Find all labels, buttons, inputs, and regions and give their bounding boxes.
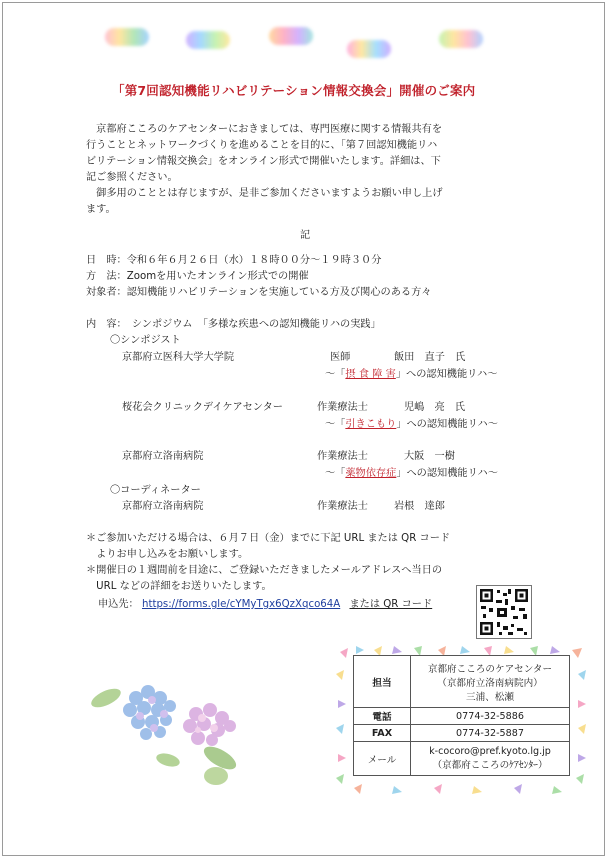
tel-value: 0774-32-5886 (411, 708, 570, 725)
fax-label: FAX (354, 725, 411, 742)
apply-url-link[interactable]: https://forms.gle/cYMyTgx6QzXqco64A (142, 599, 341, 610)
method-label: 方 法： (86, 271, 127, 282)
coordinator-role: 作業療法士 (317, 501, 368, 512)
symposist-topic: ～「引きこもり」への認知機能リハ～ (325, 419, 498, 430)
apply-label: 申込先： (98, 599, 139, 610)
qr-suffix: または QR コード (349, 599, 433, 610)
symposist-org: 桜花会クリニックデイケアセンター (122, 402, 283, 413)
tantou-value: 京都府こころのケアセンター （京都府立洛南病院内） 三浦、松瀬 (411, 656, 570, 708)
hydrangea-illustration (70, 668, 270, 788)
target-value: 認知機能リハビリテーションを実施している方及び関心のある方々 (126, 287, 432, 298)
symposist-name: 児嶋 亮 氏 (404, 402, 466, 413)
tel-label: 電話 (354, 708, 411, 725)
date-value: 令和６年６月２６日（水）１８時００分～１９時３０分 (126, 255, 382, 266)
symposist-topic: ～「薬物依存症」への認知機能リハ～ (325, 468, 498, 479)
symposist-role: 作業療法士 (317, 451, 368, 462)
tantou-label: 担当 (354, 656, 411, 708)
symposist-role: 作業療法士 (317, 402, 368, 413)
mail-value: k-cocoro@pref.kyoto.lg.jp （京都府こころのｹｱｾﾝﾀｰ） (411, 742, 570, 776)
content-label: 内 容： (86, 319, 122, 330)
coordinator-org: 京都府立洛南病院 (122, 501, 204, 512)
contact-table (353, 655, 570, 776)
symposist-name: 大阪 一樹 (404, 451, 455, 462)
mail-address[interactable]: k-cocoro@pref.kyoto.lg.jp (429, 746, 551, 757)
symposist-name: 飯田 直子 氏 (394, 352, 466, 363)
target-label: 対象者： (86, 287, 127, 298)
ki-heading: 記 (300, 230, 311, 241)
symposist-topic: ～「摂 食 障 害」への認知機能リハ～ (325, 369, 498, 380)
symposist-org: 京都府立洛南病院 (122, 451, 204, 462)
date-label: 日 時： (86, 255, 127, 266)
page-title: 「第7回認知機能リハビリテーション情報交換会」開催のご案内 (112, 83, 476, 98)
fax-value: 0774-32-5887 (411, 725, 570, 742)
coordinator-name: 岩根 達郎 (394, 501, 445, 512)
symposist-role: 医師 (330, 352, 351, 363)
symposist-org: 京都府立医科大学大学院 (122, 352, 235, 363)
content-value: シンポジウム 「多様な疾患への認知機能リハの実践」 (131, 319, 381, 330)
qr-code-icon (477, 586, 531, 638)
method-value: Zoomを用いたオンライン形式での開催 (126, 271, 309, 282)
qr-code[interactable] (476, 585, 532, 639)
symposist-heading: 〇シンポジスト (110, 335, 181, 346)
mail-label: メール (354, 742, 411, 776)
coordinator-heading: 〇コーディネーター (110, 485, 201, 496)
